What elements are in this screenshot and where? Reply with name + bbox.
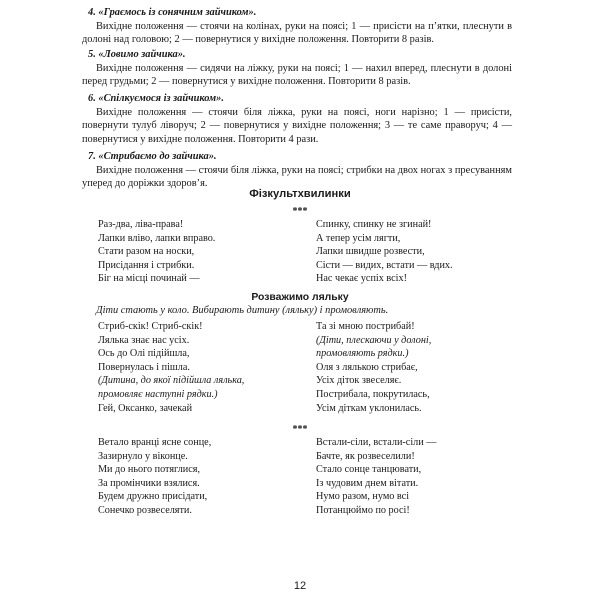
- exercise-4: [82, 6, 512, 47]
- poem3-right-column: [316, 436, 436, 518]
- doll-game-intro: Діти стають у коло. Вибирають дитину (ляльку) і промовляють.: [96, 305, 389, 316]
- poem-line: Будем дружно присідати,: [98, 491, 208, 503]
- doll-game-title: Розважимо ляльку: [251, 292, 349, 303]
- exercise-text: Вихідне положення — стоячи біля ліжка, руки на поясі, ноги нарізно; 1 — присісти, повернути тулуб ліворуч; 2 — повернутися у вихідне положення; 3 — те саме праворуч; 4 — повернутися у вихідне положення. Повторити 4 рази.: [82, 106, 512, 145]
- poem3-left-column: [98, 436, 211, 518]
- doll-right-column: [316, 320, 431, 415]
- poem-line: Раз-два, ліва-права!: [98, 219, 184, 230]
- stage-direction: промовляє наступні рядки.): [98, 388, 218, 400]
- poem-line: Пострибала, покрутилась,: [316, 388, 430, 400]
- poem-line: Повернулась і пішла.: [98, 361, 190, 373]
- poem-line: Усім діткам уклонилась.: [316, 402, 422, 414]
- poem-line: Гей, Оксанко, зачекай: [98, 402, 193, 414]
- exercise-text: Вихідне положення — стоячи на колінах, руки на поясі; 1 — присісти на п’ятки, плеснути в долоні над головою; 2 — повернутися у вихідне положення. Повторити 8 разів.: [82, 20, 512, 46]
- poem-line: Та зі мною пострибай!: [316, 321, 415, 332]
- exercise-text: Вихідне положення — стоячи біля ліжка, руки на поясі; стрибки на двох ногах з пресуванням уперед до доріжки здоров’я.: [82, 164, 512, 190]
- poem-line: Стати разом на носки,: [98, 246, 195, 258]
- poem-line: Зазирнуло у віконце.: [98, 450, 188, 462]
- poem-line: Ми до нього потяглися,: [98, 464, 201, 476]
- poem-line: Лапки вліво, лапки вправо.: [98, 232, 216, 244]
- poem-line: Ось до Олі підійшла,: [98, 348, 190, 360]
- poem-line: За промінчики взялися.: [98, 477, 200, 489]
- poem-line: Стриб-скік! Стриб-скік!: [98, 321, 203, 332]
- exercise-title: 7. «Стрибаємо до зайчика».: [88, 151, 217, 162]
- poem-line: Сонечко розвеселяти.: [98, 504, 192, 516]
- exercise-5: [82, 48, 512, 89]
- stage-direction: (Діти, плескаючи у долоні,: [316, 334, 432, 346]
- exercise-title: 6. «Спілкуємося із зайчиком».: [88, 93, 224, 104]
- poem-line: Лапки швидше розвести,: [316, 246, 425, 258]
- poem-line: Присідання і стрибки.: [98, 259, 195, 271]
- poem-line: Потанцюймо по росі!: [316, 504, 410, 516]
- poem-line: Ветало вранці ясне сонце,: [98, 437, 212, 448]
- stars-divider: ***: [292, 206, 308, 217]
- page-number: 12: [293, 580, 307, 592]
- stage-direction: промовляють рядки.): [316, 348, 409, 360]
- exercise-title: 5. «Ловимо зайчика».: [88, 49, 186, 60]
- poem-line: Біг на місці починай —: [98, 273, 200, 285]
- poem-line: Сісти — видих, встати — вдих.: [316, 259, 453, 271]
- poem-line: Стало сонце танцювати,: [316, 464, 422, 476]
- poem-line: Нас чекає успіх всіх!: [316, 273, 407, 285]
- poem-line: Оля з лялькою стрибає,: [316, 361, 418, 373]
- exercise-text: Вихідне положення — сидячи на ліжку, руки на поясі; 1 — нахил вперед, плеснути в долоні перед грудьми; 2 — повернутися у вихідне положення. Повторити 8 разів.: [82, 62, 512, 88]
- poem-line: Встали-сіли, встали-сіли —: [316, 437, 437, 448]
- poem-line: Із чудовим днем вітати.: [316, 477, 419, 489]
- stars-divider: ***: [292, 424, 308, 435]
- poem-line: Усіх діток звеселяє.: [316, 375, 402, 387]
- poem-line: Спинку, спинку не згинай!: [316, 219, 432, 230]
- exercise-6: [82, 92, 512, 146]
- poem1-right-column: [316, 218, 453, 286]
- poem-line: Лялька знає нас усіх.: [98, 334, 190, 346]
- poem-line: Бачте, як розвеселили!: [316, 450, 415, 462]
- poem-line: Нумо разом, нумо всі: [316, 491, 410, 503]
- section-title: Фізкультхвилинки: [249, 188, 351, 200]
- exercise-title: 4. «Граємось із сонячним зайчиком».: [88, 7, 257, 18]
- exercise-7: [82, 150, 512, 191]
- doll-left-column: [98, 320, 244, 415]
- poem1-left-column: [98, 218, 215, 286]
- poem-line: А тепер усім лягти,: [316, 232, 401, 244]
- stage-direction: (Дитина, до якої підійшла лялька,: [98, 375, 245, 387]
